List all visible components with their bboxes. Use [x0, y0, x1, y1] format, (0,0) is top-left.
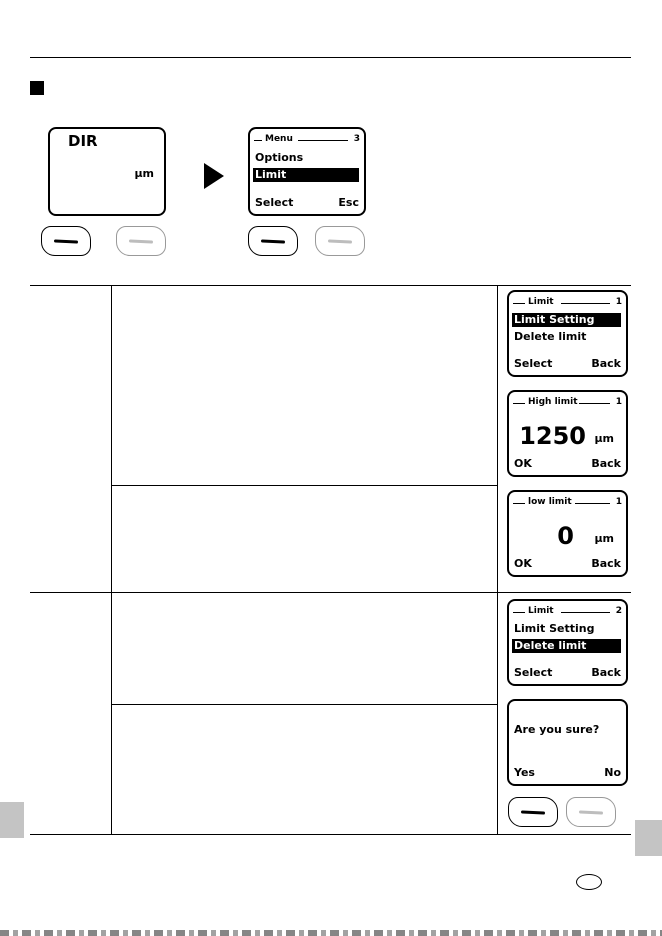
limit-number: 1 — [615, 297, 622, 307]
left-soft-key[interactable] — [248, 226, 298, 256]
low-limit-ok-label: OK — [514, 557, 532, 570]
limit-select-label: Select — [514, 357, 553, 370]
row-subdivider — [111, 704, 497, 705]
lcd-screen-high-limit — [507, 390, 628, 477]
left-soft-key[interactable] — [508, 797, 558, 827]
menu-esc-label: Esc — [338, 196, 359, 209]
dir-unit: µm — [134, 167, 154, 180]
table-bottom-line — [30, 834, 631, 835]
col-divider-right — [497, 285, 498, 834]
confirm-yes-label: Yes — [514, 766, 535, 779]
right-soft-key[interactable] — [566, 797, 616, 827]
limit-setting-item[interactable]: Limit Setting — [512, 313, 621, 327]
low-limit-back-label: Back — [591, 557, 621, 570]
lcd-screen-menu — [248, 127, 366, 216]
right-soft-key[interactable] — [116, 226, 166, 256]
high-limit-ok-label: OK — [514, 457, 532, 470]
lcd-screen-confirm — [507, 699, 628, 786]
high-limit-unit: µm — [594, 432, 614, 445]
limit-header: Limit — [528, 297, 554, 307]
limit2-number: 2 — [615, 606, 622, 616]
right-side-tab — [635, 820, 662, 856]
row-subdivider — [111, 485, 497, 486]
limit2-header: Limit — [528, 606, 554, 616]
lcd-screen-limit-delete — [507, 599, 628, 686]
table-top-line — [30, 285, 631, 286]
lcd-screen-low-limit — [507, 490, 628, 577]
right-soft-key[interactable] — [315, 226, 365, 256]
low-limit-unit: µm — [594, 532, 614, 545]
menu-select-label: Select — [255, 196, 294, 209]
high-limit-back-label: Back — [591, 457, 621, 470]
top-rule — [30, 57, 631, 58]
col-divider-left — [111, 285, 112, 834]
menu-item-limit[interactable]: Limit — [253, 168, 359, 182]
arrow-right-icon — [204, 163, 224, 189]
confirm-message: Are you sure? — [514, 723, 600, 736]
menu-header: Menu — [265, 134, 293, 144]
delete-limit-item[interactable]: Delete limit — [512, 639, 621, 653]
delete-limit-item[interactable]: Delete limit — [514, 330, 587, 343]
low-limit-number: 1 — [615, 497, 622, 507]
language-oval-icon — [576, 874, 602, 890]
menu-item-options[interactable]: Options — [255, 151, 304, 164]
section-marker — [30, 81, 44, 95]
high-limit-header: High limit — [528, 397, 578, 407]
high-limit-value: 1250 — [519, 422, 586, 450]
limit2-select-label: Select — [514, 666, 553, 679]
low-limit-value: 0 — [557, 522, 574, 550]
limit-setting-item[interactable]: Limit Setting — [514, 622, 595, 635]
high-limit-number: 1 — [615, 397, 622, 407]
lcd-screen-limit — [507, 290, 628, 377]
table-divider — [30, 592, 631, 593]
limit-back-label: Back — [591, 357, 621, 370]
left-soft-key[interactable] — [41, 226, 91, 256]
left-side-tab — [0, 802, 24, 838]
low-limit-header: low limit — [528, 497, 572, 507]
limit2-back-label: Back — [591, 666, 621, 679]
menu-number: 3 — [353, 134, 360, 144]
lcd-screen-dir — [48, 127, 166, 216]
dir-title: DIR — [68, 132, 98, 150]
footer-strip — [0, 930, 662, 936]
confirm-no-label: No — [604, 766, 621, 779]
